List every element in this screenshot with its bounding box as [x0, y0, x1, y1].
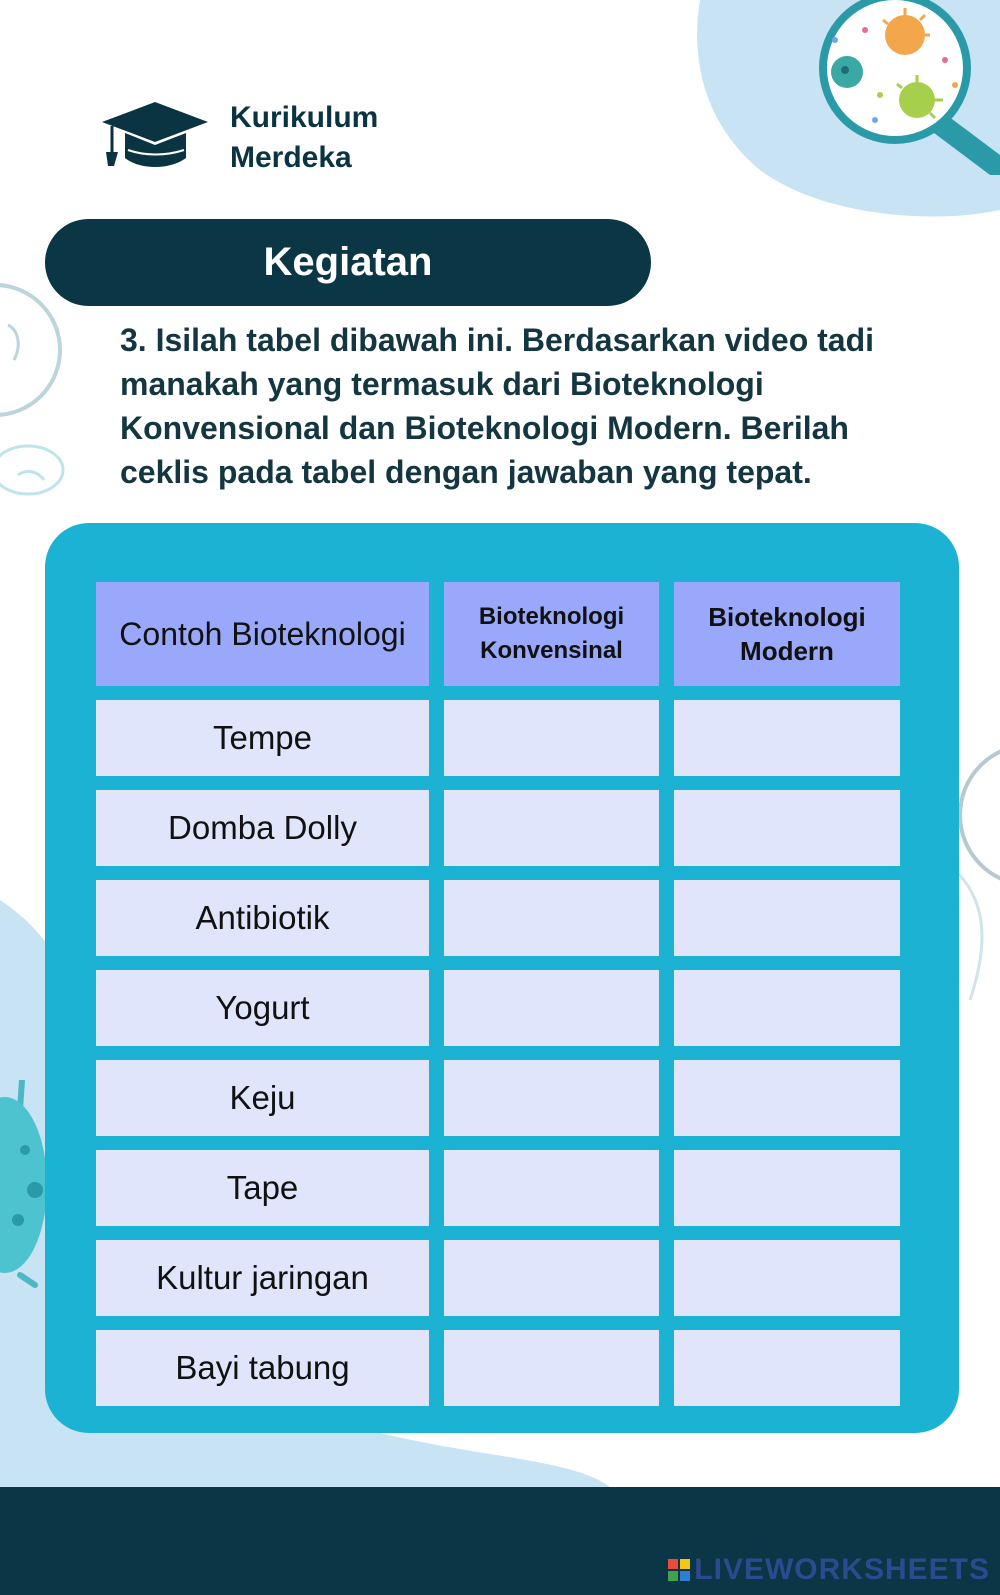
- table-row-label: Tempe: [96, 700, 429, 776]
- checkbox-konvensional-kultur-jaringan[interactable]: [444, 1240, 659, 1316]
- table-row-label: Tape: [96, 1150, 429, 1226]
- checkbox-konvensional-domba-dolly[interactable]: [444, 790, 659, 866]
- header-contoh-bioteknologi: Contoh Bioteknologi: [96, 582, 429, 686]
- brand-name: [230, 98, 378, 178]
- header-bioteknologi-konvensional: [444, 582, 659, 686]
- brand-line-2: Merdeka: [230, 141, 352, 174]
- checkbox-modern-tempe[interactable]: [674, 700, 900, 776]
- table-row-label: Yogurt: [96, 970, 429, 1046]
- table-row-label: Antibiotik: [96, 880, 429, 956]
- watermark-text: LIVEWORKSHEETS: [694, 1553, 990, 1586]
- checkbox-konvensional-antibiotik[interactable]: [444, 880, 659, 956]
- checkbox-konvensional-keju[interactable]: [444, 1060, 659, 1136]
- table-row-label: Keju: [96, 1060, 429, 1136]
- header-modern-line-2: Modern: [740, 636, 834, 666]
- checkbox-konvensional-tape[interactable]: [444, 1150, 659, 1226]
- header-konvensional-line-2: Konvensinal: [480, 637, 623, 664]
- watermark: [668, 1553, 990, 1587]
- checkbox-modern-antibiotik[interactable]: [674, 880, 900, 956]
- footer-bar: [0, 1487, 1000, 1595]
- liveworksheets-logo-icon: [668, 1559, 690, 1581]
- checkbox-modern-domba-dolly[interactable]: [674, 790, 900, 866]
- instruction-text: 3. Isilah tabel dibawah ini. Berdasarkan video tadi manakah yang termasuk dari Bioteknologi Konvensional dan Bioteknologi Modern. Berilah ceklis pada tabel dengan jawaban yang tepat.: [120, 322, 875, 490]
- header-modern-line-1: Bioteknologi: [708, 602, 866, 632]
- checkbox-modern-tape[interactable]: [674, 1150, 900, 1226]
- graduation-cap-icon: [100, 100, 210, 175]
- checkbox-konvensional-tempe[interactable]: [444, 700, 659, 776]
- checkbox-konvensional-yogurt[interactable]: [444, 970, 659, 1046]
- checkbox-modern-keju[interactable]: [674, 1060, 900, 1136]
- header-konvensional-line-1: Bioteknologi: [478, 603, 625, 630]
- checkbox-konvensional-bayi-tabung[interactable]: [444, 1330, 659, 1406]
- section-title: Kegiatan: [263, 240, 433, 284]
- checkbox-modern-kultur-jaringan[interactable]: [674, 1240, 900, 1316]
- magnifier-microbes-icon: [805, 0, 1000, 175]
- section-title-banner: [45, 219, 651, 306]
- table-row-label: Bayi tabung: [96, 1330, 429, 1406]
- checkbox-modern-yogurt[interactable]: [674, 970, 900, 1046]
- header-bioteknologi-modern: [674, 582, 900, 686]
- table-panel: [45, 523, 959, 1433]
- checkbox-modern-bayi-tabung[interactable]: [674, 1330, 900, 1406]
- table-row-label: Domba Dolly: [96, 790, 429, 866]
- brand-line-1: Kurikulum: [230, 101, 379, 134]
- table-row-label: Kultur jaringan: [96, 1240, 429, 1316]
